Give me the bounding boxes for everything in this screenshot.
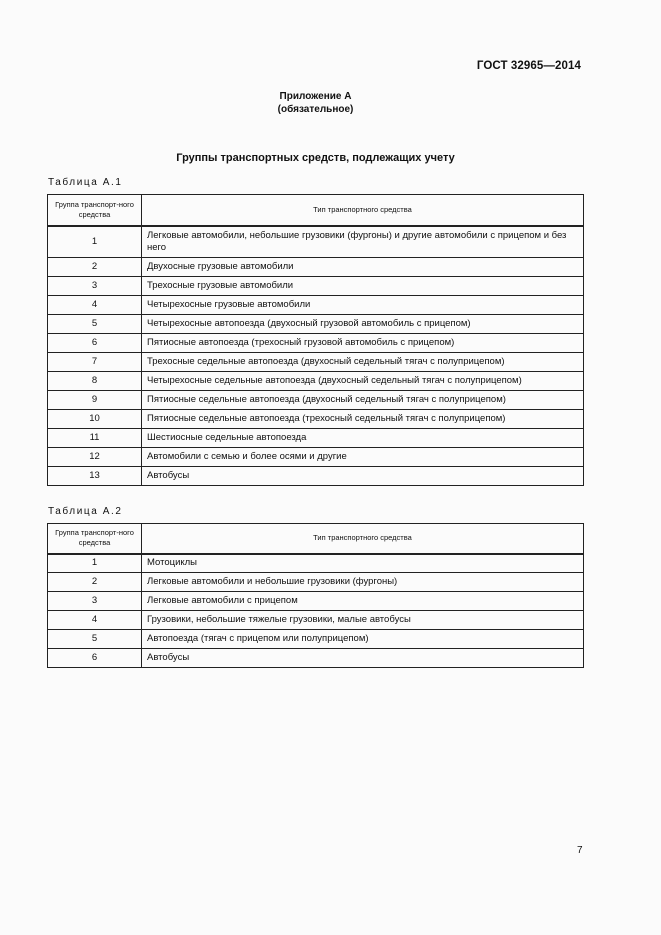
type-cell: Пятиосные автопоезда (трехосный грузовой автомобиль с прицепом) — [142, 334, 584, 353]
page-number: 7 — [577, 845, 583, 856]
group-cell: 7 — [48, 353, 142, 372]
type-cell: Четырехосные автопоезда (двухосный грузовой автомобиль с прицепом) — [142, 315, 584, 334]
group-cell: 8 — [48, 372, 142, 391]
table-row — [48, 296, 584, 315]
table-row — [48, 611, 584, 630]
type-cell: Автомобили с семью и более осями и другие — [142, 448, 584, 467]
table-row — [48, 277, 584, 296]
table-row — [48, 353, 584, 372]
table-row — [48, 448, 584, 467]
table-row — [48, 467, 584, 486]
group-cell: 6 — [48, 649, 142, 668]
group-cell: 11 — [48, 429, 142, 448]
appendix-heading — [0, 90, 631, 116]
table-a1-caption: Таблица А.1 — [48, 177, 123, 188]
table-a1-col-type-header: Тип транспортного средства — [142, 195, 584, 226]
table-row — [48, 429, 584, 448]
type-cell: Шестиосные седельные автопоезда — [142, 429, 584, 448]
table-row — [48, 315, 584, 334]
table-row — [48, 372, 584, 391]
type-cell: Автобусы — [142, 649, 584, 668]
table-row — [48, 334, 584, 353]
table-row — [48, 391, 584, 410]
type-cell: Двухосные грузовые автомобили — [142, 258, 584, 277]
table-row — [48, 630, 584, 649]
group-cell: 2 — [48, 258, 142, 277]
type-cell: Трехосные грузовые автомобили — [142, 277, 584, 296]
group-cell: 13 — [48, 467, 142, 486]
section-title: Группы транспортных средств, подлежащих учету — [176, 152, 455, 164]
type-cell: Легковые автомобили и небольшие грузовики (фургоны) — [142, 573, 584, 592]
group-cell: 4 — [48, 296, 142, 315]
group-cell: 3 — [48, 592, 142, 611]
type-cell: Легковые автомобили, небольшие грузовики (фургоны) и другие автомобили с прицепом и без него — [142, 226, 584, 258]
group-cell: 12 — [48, 448, 142, 467]
table-a1-header-row — [48, 195, 584, 226]
type-cell: Мотоциклы — [142, 554, 584, 573]
appendix-title: Приложение А — [279, 91, 352, 102]
group-cell: 9 — [48, 391, 142, 410]
group-cell: 5 — [48, 315, 142, 334]
table-row — [48, 258, 584, 277]
table-row — [48, 592, 584, 611]
table-a2-header-row — [48, 524, 584, 554]
table-row — [48, 573, 584, 592]
type-cell: Четырехосные грузовые автомобили — [142, 296, 584, 315]
group-cell: 10 — [48, 410, 142, 429]
type-cell: Четырехосные седельные автопоезда (двухосный седельный тягач с полуприцепом) — [142, 372, 584, 391]
group-cell: 3 — [48, 277, 142, 296]
table-a2-col-type-header: Тип транспортного средства — [142, 524, 584, 554]
group-cell: 1 — [48, 554, 142, 573]
table-row — [48, 554, 584, 573]
table-a1-col-group-header: Группа транспорт-ного средства — [48, 195, 142, 226]
type-cell: Легковые автомобили с прицепом — [142, 592, 584, 611]
group-cell: 5 — [48, 630, 142, 649]
standard-number: ГОСТ 32965—2014 — [476, 60, 581, 72]
appendix-status: (обязательное) — [277, 104, 354, 115]
table-row — [48, 410, 584, 429]
type-cell: Пятиосные седельные автопоезда (двухосный седельный тягач с полуприцепом) — [142, 391, 584, 410]
table-a2-caption: Таблица А.2 — [48, 506, 123, 517]
type-cell: Автопоезда (тягач с прицепом или полуприцепом) — [142, 630, 584, 649]
table-a2-col-group-header: Группа транспорт-ного средства — [48, 524, 142, 554]
table-a2 — [47, 523, 584, 668]
table-row — [48, 226, 584, 258]
table-a1 — [47, 194, 584, 486]
group-cell: 1 — [48, 226, 142, 258]
group-cell: 4 — [48, 611, 142, 630]
type-cell: Грузовики, небольшие тяжелые грузовики, малые автобусы — [142, 611, 584, 630]
group-cell: 6 — [48, 334, 142, 353]
type-cell: Пятиосные седельные автопоезда (трехосный седельный тягач с полуприцепом) — [142, 410, 584, 429]
table-row — [48, 649, 584, 668]
group-cell: 2 — [48, 573, 142, 592]
type-cell: Автобусы — [142, 467, 584, 486]
type-cell: Трехосные седельные автопоезда (двухосный седельный тягач с полуприцепом) — [142, 353, 584, 372]
